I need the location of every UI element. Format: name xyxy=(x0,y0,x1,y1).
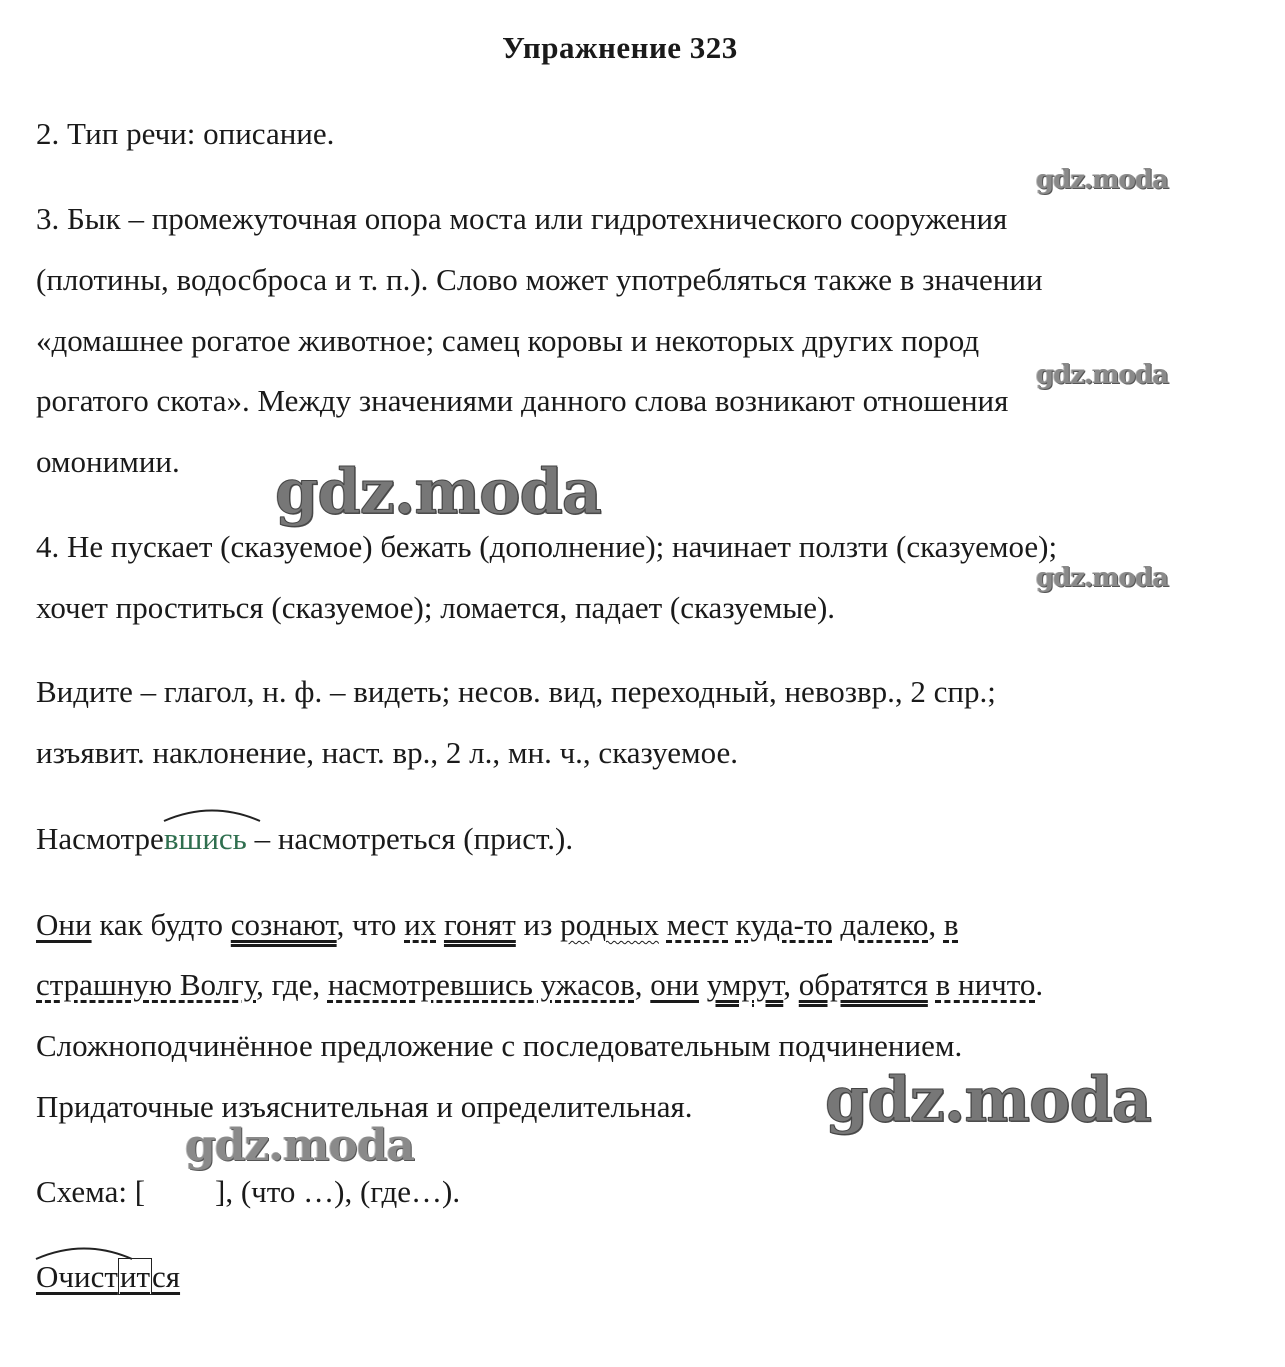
sentence-line-1: Они как будто сознают, что их гонят из родных мест куда-то далеко, в xyxy=(36,907,959,942)
watermark-4: gdz.moda xyxy=(1036,563,1169,593)
conclusion-line-2: Придаточные изъяснительная и определительная. xyxy=(36,1089,693,1124)
last-word-analysis: Очистится xyxy=(36,1258,180,1295)
morph-line-2: изъявит. наклонение, наст. вр., 2 л., мн. ч., сказуемое. xyxy=(36,735,738,770)
prefix-arc-part: Очист xyxy=(36,1258,118,1295)
word-analysis-prefix: Насмотре xyxy=(36,821,164,856)
p3-line-5: омонимии. xyxy=(36,444,180,479)
watermark-5: gdz.moda xyxy=(825,1063,1151,1136)
word-analysis xyxy=(36,820,573,857)
p3-line-4: рогатого скота». Между значениями данного слова возникают отношения xyxy=(36,383,1009,418)
p4-line-1: 4. Не пускает (сказуемое) бежать (дополнение); начинает ползти (сказуемое); xyxy=(36,529,1058,564)
watermark-6: gdz.moda xyxy=(185,1120,415,1171)
morph-line-1: Видите – глагол, н. ф. – видеть; несов. вид, переходный, невозвр., 2 спр.; xyxy=(36,674,996,709)
p3-line-3: «домашнее рогатое животное; самец коровы и некоторых других пород xyxy=(36,323,980,358)
ending-box: ит xyxy=(119,1259,151,1294)
suffix-arc-icon xyxy=(162,806,262,822)
word-analysis-rest: – насмотреться (прист.). xyxy=(246,821,574,856)
page-title: Упражнение 323 xyxy=(502,30,738,65)
prefix-arc-icon xyxy=(34,1244,134,1260)
sentence-line-2: страшную Волгу, где, насмотревшись ужасов, они умрут, обратятся в ничто. xyxy=(36,967,1044,1002)
watermark-1: gdz.moda xyxy=(1036,165,1169,195)
suffix-arc-part: вшись xyxy=(164,820,247,857)
conclusion-line-1: Сложноподчинённое предложение с последовательным подчинением. xyxy=(36,1028,963,1063)
type-of-speech: 2. Тип речи: описание. xyxy=(36,116,335,151)
watermark-3: gdz.moda xyxy=(275,455,601,528)
scheme: Схема: [ ], (что …), (где…). xyxy=(36,1174,461,1209)
p3-line-2: (плотины, водосброса и т. п.). Слово может употребляться также в значении xyxy=(36,262,1043,297)
p3-line-1: 3. Бык – промежуточная опора моста или гидротехнического сооружения xyxy=(36,201,1008,236)
watermark-2: gdz.moda xyxy=(1036,360,1169,390)
p4-line-2: хочет проститься (сказуемое); ломается, падает (сказуемые). xyxy=(36,590,836,625)
